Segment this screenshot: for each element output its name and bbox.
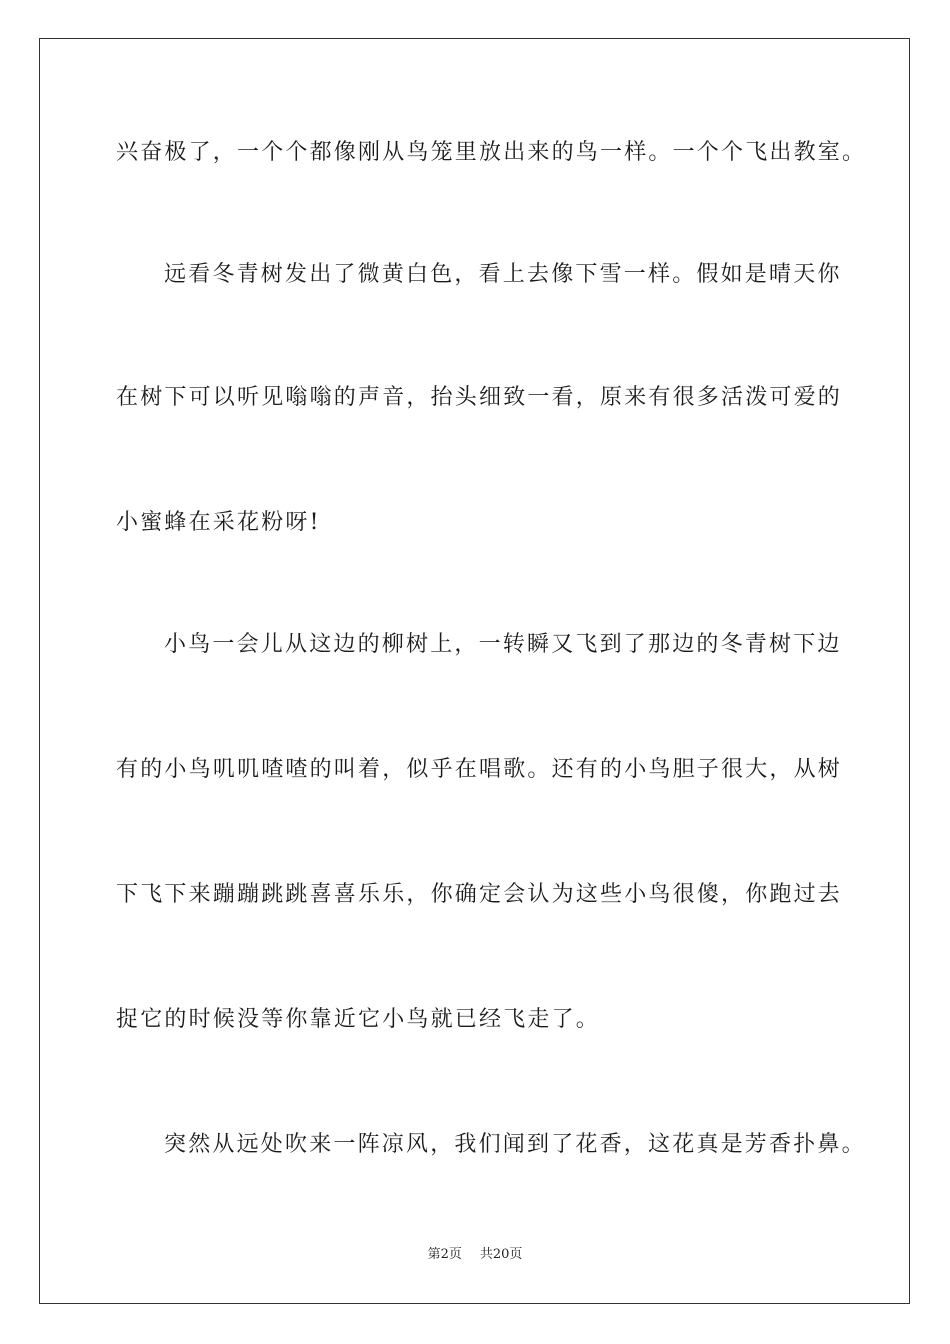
page-border: [39, 38, 910, 1304]
page-footer: [0, 1246, 950, 1264]
text-line-5: 小鸟一会儿从这边的柳树上，一转瞬又飞到了那边的冬青树下边: [164, 632, 842, 657]
text-line-7: 下飞下来蹦蹦跳跳喜喜乐乐，你确定会认为这些小鸟很傻，你跑过去: [116, 882, 843, 907]
text-line-8: 捉它的时候没等你靠近它小鸟就已经飞走了。: [116, 1007, 601, 1032]
page-number: 第2页: [427, 1247, 462, 1262]
text-line-2: 远看冬青树发出了微黄白色，看上去像下雪一样。假如是晴天你: [164, 262, 842, 287]
total-pages: 共20页: [479, 1247, 523, 1262]
text-line-1: 兴奋极了，一个个都像刚从鸟笼里放出来的鸟一样。一个个飞出教室。: [116, 140, 867, 165]
text-line-3: 在树下可以听见嗡嗡的声音，抬头细致一看，原来有很多活泼可爱的: [116, 385, 843, 410]
text-line-9: 突然从远处吹来一阵凉风，我们闻到了花香，这花真是芳香扑鼻。: [164, 1132, 866, 1157]
text-line-6: 有的小鸟叽叽喳喳的叫着，似乎在唱歌。还有的小鸟胆子很大，从树: [116, 757, 843, 782]
text-line-4: 小蜜蜂在采花粉呀!: [116, 510, 321, 535]
